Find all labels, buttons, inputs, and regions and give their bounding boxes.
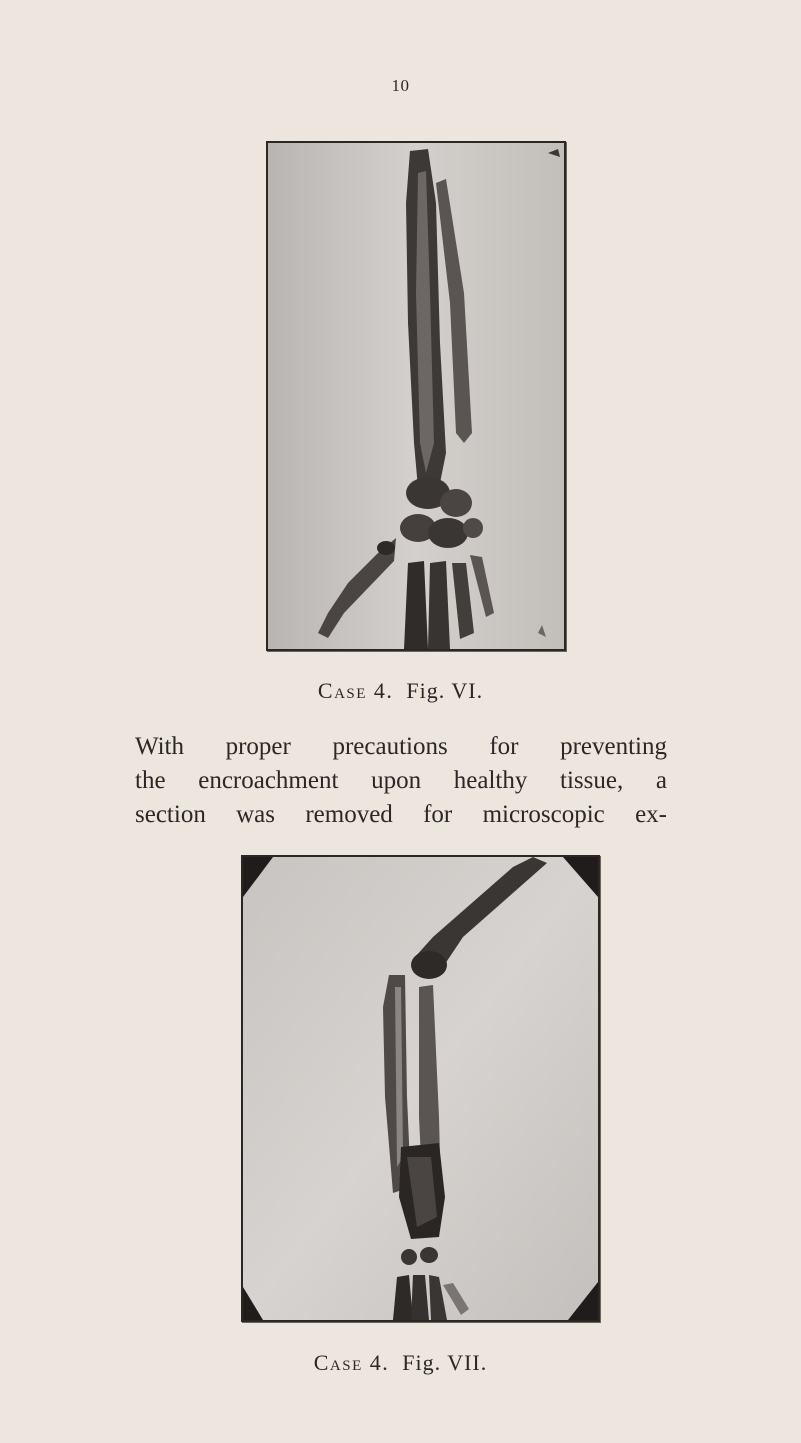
body-line: With proper precautions for preventing: [135, 733, 667, 760]
xray-figure-vi: [266, 141, 566, 651]
xray-forearm-elbow-image: [243, 857, 598, 1320]
figure-vii-fig-label: Fig. VII.: [402, 1350, 488, 1375]
xray-forearm-hand-image: [268, 143, 564, 649]
xray-figure-vii: [241, 855, 600, 1322]
body-line: section was removed for microscopic ex-: [135, 801, 667, 828]
body-paragraph: [135, 730, 667, 832]
figure-vii-caption: [0, 1350, 801, 1376]
figure-vi-caption: [0, 678, 801, 704]
figure-vii-case-label: Case 4.: [313, 1350, 390, 1375]
page-number: 10: [391, 76, 410, 95]
body-line: the encroachment upon healthy tissue, a: [135, 767, 667, 794]
figure-vi-case-label: Case 4.: [317, 678, 394, 703]
figure-vi-fig-label: Fig. VI.: [406, 678, 484, 703]
